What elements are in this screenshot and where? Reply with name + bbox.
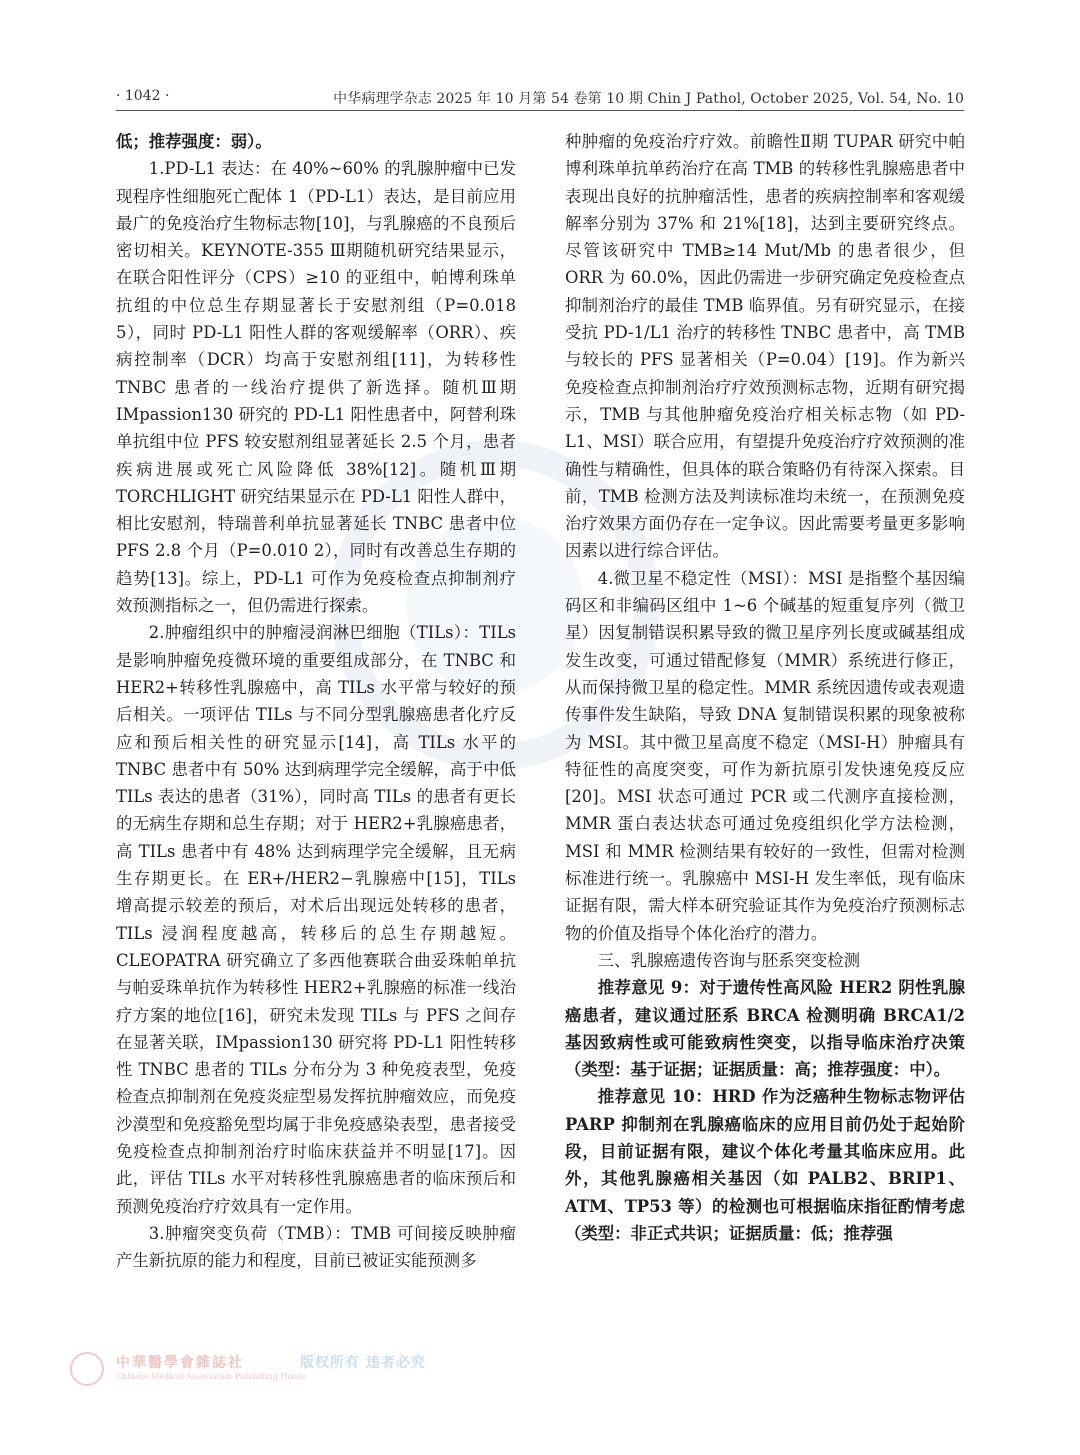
section-heading: 三、乳腺癌遗传咨询与胚系突变检测 <box>597 950 861 970</box>
left-column <box>116 128 516 1274</box>
paragraph: 3.肿瘤突变负荷（TMB）：TMB 可间接反映肿瘤产生新抗原的能力和程度，目前已被证实能预测多 <box>116 1223 516 1271</box>
right-column <box>565 128 965 1247</box>
header-rule <box>116 110 964 111</box>
publisher-name-en: Chinese Medical Association Publishing House <box>116 1372 307 1381</box>
publisher-name: 中華醫學會雜誌社 <box>116 1355 244 1371</box>
page-number: · 1042 · <box>116 88 170 104</box>
journal-citation: 中华病理学杂志 2025 年 10 月第 54 卷第 10 期 Chin J Pathol, October 2025, Vol. 54, No. 10 <box>333 91 964 107</box>
publisher-logo <box>70 1350 490 1390</box>
paragraph: 低；推荐强度：弱）。 <box>116 132 272 151</box>
paragraph: 1.PD-L1 表达：在 40%~60% 的乳腺肿瘤中已发现程序性细胞死亡配体 1（PD-L1）表达，是目前应用最广的免疫治疗生物标志物[10]，与乳腺癌的不良预后密切相关。KEYNOTE-355 Ⅲ期随机研究结果显示，在联合阳性评分（CPS）≥10 的亚组中，帕博利珠单抗组的中位总生存期显著长于安慰剂组（P=0.018 5），同时 PD-L1 阳性人群的客观缓解率（ORR）、疾病控制率（DCR）均高于安慰剂组[11]，为转移性 TNBC 患者的一线治疗提供了新选择。随机Ⅲ期 IMpassion130 研究的 PD-L1 阳性患者中，阿替利珠单抗组中位 PFS 较安慰剂组显著延长 2.5 个月，患者疾病进展或死亡风险降低 38%[12]。随机Ⅲ期 TORCHLIGHT 研究结果显示在 PD-L1 阳性人群中，相比安慰剂，特瑞普利单抗显著延长 TNBC 患者中位 PFS 2.8 个月（P=0.010 2），同时有改善总生存期的趋势[13]。综上，PD-L1 可作为免疫检查点抑制剂疗效预测指标之一，但仍需进行探索。 <box>116 159 516 616</box>
paragraph: 4.微卫星不稳定性（MSI）：MSI 是指整个基因编码区和非编码区组中 1~6 个碱基的短重复序列（微卫星）因复制错误积累导致的微卫星序列长度或碱基组成发生改变，可通过错配修复（MMR）系统进行修正，从而保持微卫星的稳定性。MMR 系统因遗传或表观遗传事件发生缺陷，导致 DNA 复制错误积累的现象被称为 MSI。其中微卫星高度不稳定（MSI-H）肿瘤具有特征性的高度突变，可作为新抗原引发快速免疫反应[20]。MSI 状态可通过 PCR 或二代测序直接检测，MMR 蛋白表达状态可通过免疫组织化学方法检测，MSI 和 MMR 检测结果有较好的一致性，但需对检测标准进行统一。乳腺癌中 MSI-H 发生率低，现有临床证据有限，需大样本研究验证其作为免疫治疗预测标志物的价值及指导个体化治疗的潜力。 <box>565 568 965 943</box>
recommendation-9: 推荐意见 9：对于遗传性高风险 HER2 阴性乳腺癌患者，建议通过胚系 BRCA 检测明确 BRCA1/2 基因致病性或可能致病性突变，以指导临床治疗决策（类型：基于证据；证据质量：高；推荐强度：中）。 <box>565 978 965 1080</box>
copyright-slogan: 版权所有 违者必究 <box>300 1355 426 1371</box>
paragraph: 种肿瘤的免疫治疗疗效。前瞻性Ⅱ期 TUPAR 研究中帕博利珠单抗单药治疗在高 TMB 的转移性乳腺癌患者中表现出良好的抗肿瘤活性，患者的疾病控制率和客观缓解率分别为 37% 和 21%[18]，达到主要研究终点。尽管该研究中 TMB≥14 Mut/Mb 的患者很少，但 ORR 为 60.0%，因此仍需进一步研究确定免疫检查点抑制剂治疗的最佳 TMB 临界值。另有研究显示，在接受抗 PD-1/L1 治疗的转移性 TNBC 患者中，高 TMB 与较长的 PFS 显著相关（P=0.04）[19]。作为新兴免疫检查点抑制剂治疗疗效预测标志物，近期有研究揭示，TMB 与其他肿瘤免疫治疗相关标志物（如 PD-L1、MSI）联合应用，有望提升免疫治疗疗效预测的准确性与精确性，但具体的联合策略仍有待深入探索。目前，TMB 检测方法及判读标准均未统一，在预测免疫治疗效果方面仍存在一定争议。因此需要考量更多影响因素以进行综合评估。 <box>565 132 966 561</box>
recommendation-10: 推荐意见 10：HRD 作为泛癌种生物标志物评估 PARP 抑制剂在乳腺癌临床的应用目前仍处于起始阶段，目前证据有限，建议个体化考量其临床应用。此外，其他乳腺癌相关基因（如 PALB2、BRIP1、ATM、TP53 等）的检测也可根据临床指征酌情考虑（类型：非正式共识；证据质量：低；推荐强 <box>565 1087 965 1243</box>
page-header <box>116 84 964 108</box>
flower-logo-icon <box>70 1352 104 1386</box>
paragraph: 2.肿瘤组织中的肿瘤浸润淋巴细胞（TILs）：TILs 是影响肿瘤免疫微环境的重要组成部分，在 TNBC 和 HER2+转移性乳腺癌中，高 TILs 水平常与较好的预后相关。一项评估 TILs 与不同分型乳腺癌患者化疗反应和预后相关性的研究显示[14]，高 TILs 水平的 TNBC 患者中有 50% 达到病理学完全缓解，高于中低 TILs 表达的患者（31%），同时高 TILs 的患者有更长的无病生存期和总生存期；对于 HER2+乳腺癌患者，高 TILs 患者中有 48% 达到病理学完全缓解，且无病生存期更长。在 ER+/HER2−乳腺癌中[15]，TILs 增高提示较差的预后，对术后出现远处转移的患者，TILs 浸润程度越高，转移后的总生存期越短。CLEOPATRA 研究确立了多西他赛联合曲妥珠帕单抗与帕妥珠单抗作为转移性 HER2+乳腺癌的标准一线治疗方案的地位[16]，研究未发现 TILs 与 PFS 之间存在显著关联，IMpassion130 研究将 PD-L1 阳性转移性 TNBC 患者的 TILs 分布分为 3 种免疫表型，免疫检查点抑制剂在免疫炎症型易发挥抗肿瘤效应，而免疫沙漠型和免疫豁免型均属于非免疫感染表型，患者接受免疫检查点抑制剂治疗时临床获益并不明显[17]。因此，评估 TILs 水平对转移性乳腺癌患者的临床预后和预测免疫治疗疗效具有一定作用。 <box>116 623 516 1216</box>
